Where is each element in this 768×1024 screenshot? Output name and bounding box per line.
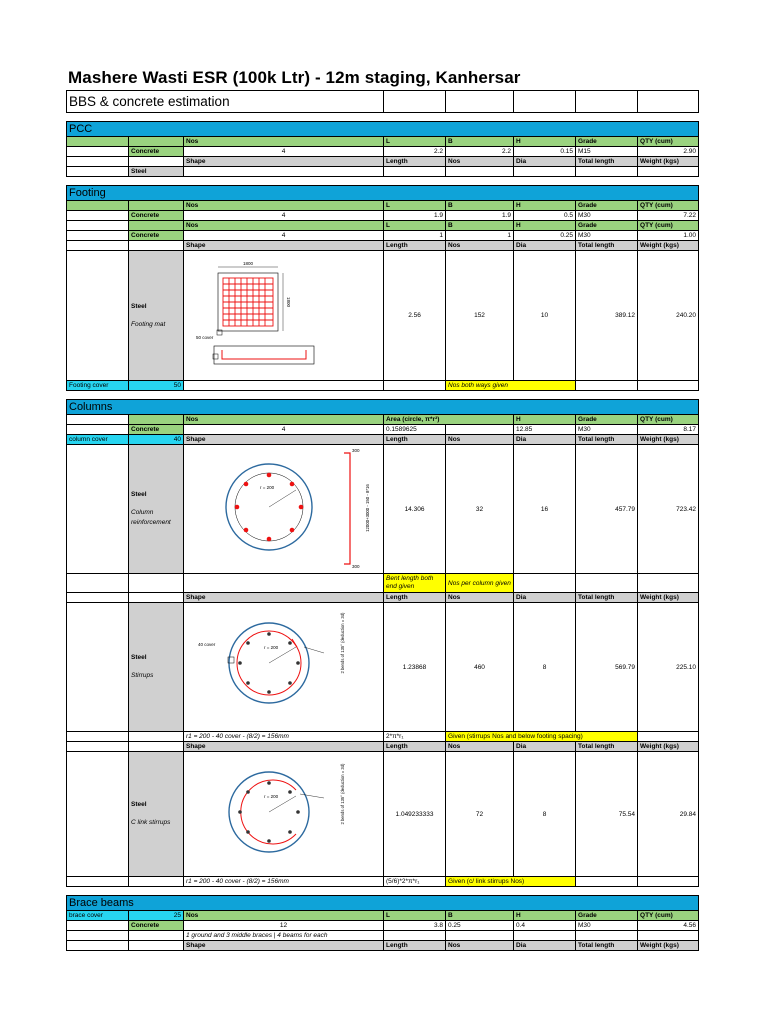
col-weight: Weight (kgs) bbox=[638, 742, 699, 752]
col-dia: Dia bbox=[514, 941, 576, 951]
col-shape: Shape bbox=[184, 435, 384, 445]
cell: 457.79 bbox=[576, 445, 638, 574]
col-l: L bbox=[384, 201, 446, 211]
column-note-1: Bent length both end given bbox=[384, 574, 446, 593]
cell: 460 bbox=[446, 603, 514, 732]
col-nos: Nos bbox=[446, 941, 514, 951]
col-qty: QTY (cum) bbox=[638, 911, 699, 921]
col-nos: Nos bbox=[446, 742, 514, 752]
col-grade: Grade bbox=[576, 911, 638, 921]
col-length: Length bbox=[384, 241, 446, 251]
cell: 8.17 bbox=[638, 425, 699, 435]
cell: 2.56 bbox=[384, 251, 446, 381]
col-dia: Dia bbox=[514, 157, 576, 167]
cell: 152 bbox=[446, 251, 514, 381]
col-length: Length bbox=[384, 435, 446, 445]
row-label: Steel bbox=[129, 167, 184, 177]
col-nos: Nos bbox=[184, 415, 384, 425]
col-b: B bbox=[446, 911, 514, 921]
clink-radius-label: r = 200 bbox=[264, 794, 279, 799]
footing-height-label: 1800 bbox=[286, 296, 291, 308]
cell: 1.9 bbox=[446, 211, 514, 221]
row-label: Concrete bbox=[129, 211, 184, 221]
column-top-label: 300 bbox=[352, 448, 360, 453]
footing-steel-row bbox=[67, 251, 699, 381]
col-total-length: Total length bbox=[576, 157, 638, 167]
col-nos: Nos bbox=[184, 201, 384, 211]
col-h: H bbox=[514, 221, 576, 231]
column-concrete-row bbox=[67, 425, 699, 435]
cell: 240.20 bbox=[638, 251, 699, 381]
section-brace-beams: Brace beams bbox=[67, 896, 699, 911]
clink-steel-row bbox=[67, 752, 699, 877]
cell: 72 bbox=[446, 752, 514, 877]
column-length-label: 12000+3000 - 150 - 8*16 bbox=[365, 484, 370, 532]
cell: 12.85 bbox=[514, 425, 576, 435]
col-b: B bbox=[446, 137, 514, 147]
column-radius-label: r = 200 bbox=[260, 485, 275, 490]
document-title: Mashere Wasti ESR (100k Ltr) - 12m staging, Kanhersar bbox=[68, 68, 521, 87]
cell: 0.1589625 bbox=[384, 425, 446, 435]
cover-label: Footing cover bbox=[67, 381, 129, 391]
steel-label-cell bbox=[129, 445, 184, 574]
col-nos: Nos bbox=[184, 137, 384, 147]
steel-label: Steel bbox=[131, 491, 147, 498]
col-weight: Weight (kgs) bbox=[638, 593, 699, 603]
cover-value: 40 bbox=[129, 435, 184, 445]
stirrup-steel-row bbox=[67, 603, 699, 732]
cell: 0.5 bbox=[514, 211, 576, 221]
steel-label-cell bbox=[129, 752, 184, 877]
col-shape: Shape bbox=[184, 941, 384, 951]
col-l: L bbox=[384, 137, 446, 147]
col-b: B bbox=[446, 201, 514, 211]
cell: 1.049233333 bbox=[384, 752, 446, 877]
col-dia: Dia bbox=[514, 742, 576, 752]
footing-mat-diagram bbox=[184, 251, 380, 377]
cell: 4.56 bbox=[638, 921, 699, 931]
cell: M30 bbox=[576, 231, 638, 241]
cell: M15 bbox=[576, 147, 638, 157]
cell: 4 bbox=[184, 211, 384, 221]
cell: 16 bbox=[514, 445, 576, 574]
col-qty: QTY (cum) bbox=[638, 137, 699, 147]
subtitle-row bbox=[67, 91, 699, 113]
cell: 8 bbox=[514, 603, 576, 732]
col-shape: Shape bbox=[184, 157, 384, 167]
footing-cover-label: 50 cover bbox=[196, 335, 214, 340]
col-total-length: Total length bbox=[576, 742, 638, 752]
col-h: H bbox=[514, 415, 576, 425]
cell: 1 bbox=[446, 231, 514, 241]
clink-formula-row bbox=[67, 877, 699, 887]
cell: 14.306 bbox=[384, 445, 446, 574]
cell: 389.12 bbox=[576, 251, 638, 381]
column-reinforcement-label: Column reinforcement bbox=[131, 509, 171, 526]
cell: M30 bbox=[576, 425, 638, 435]
col-weight: Weight (kgs) bbox=[638, 241, 699, 251]
column-note-row bbox=[67, 574, 699, 593]
col-length: Length bbox=[384, 742, 446, 752]
stirrup-bends-label: 2 bends of 135° (deduction = 3d) bbox=[340, 612, 345, 674]
col-grade: Grade bbox=[576, 137, 638, 147]
cell: 0.25 bbox=[514, 231, 576, 241]
cell: 225.10 bbox=[638, 603, 699, 732]
cell: 2.90 bbox=[638, 147, 699, 157]
row-label: Concrete bbox=[129, 231, 184, 241]
cell: 10 bbox=[514, 251, 576, 381]
col-grade: Grade bbox=[576, 201, 638, 211]
col-total-length: Total length bbox=[576, 593, 638, 603]
cell: 1.9 bbox=[384, 211, 446, 221]
section-columns: Columns bbox=[67, 400, 699, 415]
col-grade: Grade bbox=[576, 221, 638, 231]
cell: 75.54 bbox=[576, 752, 638, 877]
cell: 3.8 bbox=[384, 921, 446, 931]
cover-label: column cover bbox=[67, 435, 129, 445]
cell: 1.00 bbox=[638, 231, 699, 241]
footing-concrete-row-2 bbox=[67, 231, 699, 241]
col-weight: Weight (kgs) bbox=[638, 157, 699, 167]
footing-note: Nos both ways given bbox=[446, 381, 576, 391]
cover-value: 25 bbox=[129, 911, 184, 921]
stirrup-cover-label: 40 cover bbox=[198, 642, 216, 647]
cell: 0.4 bbox=[514, 921, 576, 931]
col-dia: Dia bbox=[514, 593, 576, 603]
stirrup-formula-row bbox=[67, 732, 699, 742]
stirrup-expression: 2*π*r₁ bbox=[384, 732, 446, 742]
clink-expression: (5/6)*2*π*r₁ bbox=[384, 877, 446, 887]
estimation-table bbox=[66, 90, 699, 951]
cell: 29.84 bbox=[638, 752, 699, 877]
cell: 4 bbox=[184, 231, 384, 241]
spreadsheet bbox=[66, 90, 698, 951]
col-qty: QTY (cum) bbox=[638, 415, 699, 425]
stirrup-diagram bbox=[184, 603, 380, 728]
col-dia: Dia bbox=[514, 241, 576, 251]
footing-mat-label: Footing mat bbox=[131, 320, 166, 328]
cell: 32 bbox=[446, 445, 514, 574]
col-nos: Nos bbox=[446, 241, 514, 251]
pcc-concrete-row bbox=[67, 147, 699, 157]
col-nos: Nos bbox=[184, 911, 384, 921]
brace-note: 1 ground and 3 middle braces | 4 beams for each bbox=[184, 931, 384, 941]
col-total-length: Total length bbox=[576, 241, 638, 251]
cell: 1.23868 bbox=[384, 603, 446, 732]
col-l: L bbox=[384, 221, 446, 231]
cell: 723.42 bbox=[638, 445, 699, 574]
clink-bends-label: 2 bends of 135° (deduction = 3d) bbox=[340, 763, 345, 825]
col-total-length: Total length bbox=[576, 941, 638, 951]
column-bottom-label: 300 bbox=[352, 564, 360, 569]
cell: 0.15 bbox=[514, 147, 576, 157]
brace-concrete-row bbox=[67, 921, 699, 931]
clink-diagram bbox=[184, 752, 380, 873]
cell: 569.79 bbox=[576, 603, 638, 732]
col-qty: QTY (cum) bbox=[638, 221, 699, 231]
col-qty: QTY (cum) bbox=[638, 201, 699, 211]
cell: 0.25 bbox=[446, 921, 514, 931]
clink-note: Given (c/ link stirrups Nos) bbox=[446, 877, 576, 887]
footing-concrete-row-1 bbox=[67, 211, 699, 221]
row-label: Concrete bbox=[129, 147, 184, 157]
col-h: H bbox=[514, 201, 576, 211]
footing-diagram-cell bbox=[184, 251, 384, 381]
section-pcc: PCC bbox=[67, 122, 699, 137]
steel-label: Steel bbox=[131, 654, 147, 661]
cover-label: brace cover bbox=[67, 911, 129, 921]
col-h: H bbox=[514, 137, 576, 147]
col-b: B bbox=[446, 221, 514, 231]
cell: M30 bbox=[576, 211, 638, 221]
footing-width-label: 1800 bbox=[242, 261, 254, 266]
cell: 4 bbox=[184, 425, 384, 435]
clink-diagram-cell bbox=[184, 752, 384, 877]
col-shape: Shape bbox=[184, 241, 384, 251]
col-weight: Weight (kgs) bbox=[638, 435, 699, 445]
col-l: L bbox=[384, 911, 446, 921]
subtitle: BBS & concrete estimation bbox=[67, 91, 384, 113]
column-steel-row bbox=[67, 445, 699, 574]
cell: 2.2 bbox=[446, 147, 514, 157]
stirrup-diagram-cell bbox=[184, 603, 384, 732]
row-label: Concrete bbox=[129, 425, 184, 435]
cell: 2.2 bbox=[384, 147, 446, 157]
col-nos: Nos bbox=[184, 221, 384, 231]
brace-note-row bbox=[67, 931, 699, 941]
cell: 8 bbox=[514, 752, 576, 877]
col-weight: Weight (kgs) bbox=[638, 941, 699, 951]
col-nos: Nos bbox=[446, 593, 514, 603]
section-footing: Footing bbox=[67, 186, 699, 201]
clink-formula: r1 = 200 - 40 cover - (8/2) = 156mm bbox=[184, 877, 384, 887]
stirrup-note: Given (stirrups Nos and below footing spacing) bbox=[446, 732, 638, 742]
steel-label: Steel bbox=[131, 302, 147, 310]
cell: 12 bbox=[184, 921, 384, 931]
column-diagram-cell bbox=[184, 445, 384, 574]
col-grade: Grade bbox=[576, 415, 638, 425]
col-length: Length bbox=[384, 593, 446, 603]
steel-label: Steel bbox=[131, 801, 147, 808]
cell: 4 bbox=[184, 147, 384, 157]
cell: M30 bbox=[576, 921, 638, 931]
footing-cover-row bbox=[67, 381, 699, 391]
stirrup-formula: r1 = 200 - 40 cover - (8/2) = 156mm bbox=[184, 732, 384, 742]
col-length: Length bbox=[384, 941, 446, 951]
col-area: Area (circle, π*r²) bbox=[384, 415, 514, 425]
stirrup-radius-label: r = 200 bbox=[264, 645, 279, 650]
cover-value: 50 bbox=[129, 381, 184, 391]
col-total-length: Total length bbox=[576, 435, 638, 445]
col-length: Length bbox=[384, 157, 446, 167]
steel-label-cell bbox=[129, 603, 184, 732]
col-shape: Shape bbox=[184, 593, 384, 603]
col-dia: Dia bbox=[514, 435, 576, 445]
clink-label: C link stirrups bbox=[131, 819, 171, 826]
col-nos: Nos bbox=[446, 435, 514, 445]
stirrups-label: Stirrups bbox=[131, 672, 154, 679]
cell: 1 bbox=[384, 231, 446, 241]
col-h: H bbox=[514, 911, 576, 921]
cell: 7.22 bbox=[638, 211, 699, 221]
steel-label-cell bbox=[129, 251, 184, 381]
col-shape: Shape bbox=[184, 742, 384, 752]
column-note-2: Nos per column given bbox=[446, 574, 514, 593]
col-nos: Nos bbox=[446, 157, 514, 167]
row-label: Concrete bbox=[129, 921, 184, 931]
column-reinforcement-diagram bbox=[184, 445, 380, 570]
